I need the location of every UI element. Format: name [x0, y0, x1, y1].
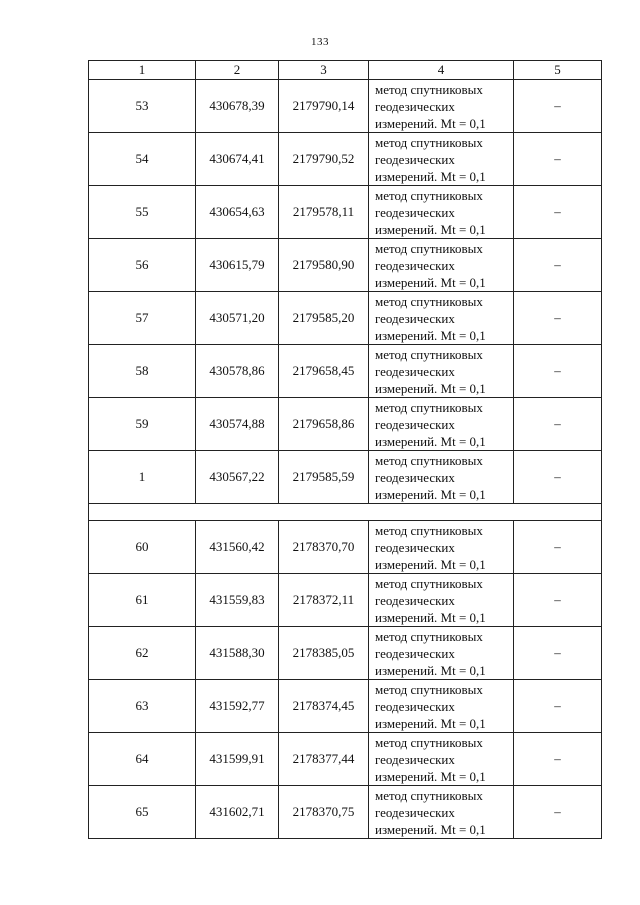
method-line: геодезических [375, 151, 455, 167]
point-number-cell: 1 [89, 451, 196, 504]
y-coordinate-cell: 2178370,70 [279, 521, 369, 574]
method-line: метод спутниковых [375, 787, 483, 803]
point-number-cell: 53 [89, 80, 196, 133]
method-line: метод спутниковых [375, 681, 483, 697]
y-coordinate-cell: 2179585,59 [279, 451, 369, 504]
method-line: метод спутниковых [375, 293, 483, 309]
y-coordinate-cell: 2179580,90 [279, 239, 369, 292]
y-coordinate-cell: 2179790,52 [279, 133, 369, 186]
table-row [89, 680, 602, 733]
note-cell: – [514, 133, 602, 186]
y-coordinate-cell: 2178385,05 [279, 627, 369, 680]
point-number-cell: 55 [89, 186, 196, 239]
note-cell: – [514, 451, 602, 504]
method-cell [369, 574, 514, 627]
header-cell: 3 [279, 61, 369, 80]
table-body [89, 80, 602, 839]
method-line: метод спутниковых [375, 628, 483, 644]
point-number-cell: 54 [89, 133, 196, 186]
spacer-cell [89, 504, 602, 521]
x-coordinate-cell: 431560,42 [196, 521, 279, 574]
method-line: измерений. Mt = 0,1 [375, 380, 486, 396]
point-number-cell: 61 [89, 574, 196, 627]
method-line: метод спутниковых [375, 575, 483, 591]
x-coordinate-cell: 431588,30 [196, 627, 279, 680]
method-line: измерений. Mt = 0,1 [375, 768, 486, 784]
note-cell: – [514, 345, 602, 398]
table-row [89, 398, 602, 451]
point-number-cell: 65 [89, 786, 196, 839]
method-line: геодезических [375, 257, 455, 273]
note-cell: – [514, 292, 602, 345]
x-coordinate-cell: 431559,83 [196, 574, 279, 627]
table-row [89, 786, 602, 839]
method-line: геодезических [375, 469, 455, 485]
method-line: геодезических [375, 310, 455, 326]
method-line: метод спутниковых [375, 134, 483, 150]
method-line: измерений. Mt = 0,1 [375, 115, 486, 131]
table-row [89, 345, 602, 398]
header-cell: 2 [196, 61, 279, 80]
table-row [89, 451, 602, 504]
method-line: геодезических [375, 804, 455, 820]
method-line: метод спутниковых [375, 522, 483, 538]
spacer-row [89, 504, 602, 521]
x-coordinate-cell: 430654,63 [196, 186, 279, 239]
method-line: геодезических [375, 592, 455, 608]
table-row [89, 186, 602, 239]
header-row [89, 61, 602, 80]
method-line: метод спутниковых [375, 346, 483, 362]
coordinates-table [88, 60, 602, 839]
method-line: геодезических [375, 363, 455, 379]
point-number-cell: 58 [89, 345, 196, 398]
point-number-cell: 64 [89, 733, 196, 786]
note-cell: – [514, 680, 602, 733]
method-cell [369, 680, 514, 733]
y-coordinate-cell: 2178372,11 [279, 574, 369, 627]
x-coordinate-cell: 430578,86 [196, 345, 279, 398]
method-line: метод спутниковых [375, 81, 483, 97]
method-cell [369, 627, 514, 680]
point-number-cell: 62 [89, 627, 196, 680]
method-line: метод спутниковых [375, 452, 483, 468]
y-coordinate-cell: 2179578,11 [279, 186, 369, 239]
method-cell [369, 186, 514, 239]
method-line: геодезических [375, 204, 455, 220]
x-coordinate-cell: 430674,41 [196, 133, 279, 186]
method-cell [369, 733, 514, 786]
method-line: геодезических [375, 539, 455, 555]
table-row [89, 239, 602, 292]
method-line: измерений. Mt = 0,1 [375, 221, 486, 237]
method-cell [369, 80, 514, 133]
method-line: измерений. Mt = 0,1 [375, 609, 486, 625]
note-cell: – [514, 786, 602, 839]
method-cell [369, 786, 514, 839]
point-number-cell: 57 [89, 292, 196, 345]
note-cell: – [514, 398, 602, 451]
y-coordinate-cell: 2179585,20 [279, 292, 369, 345]
method-cell [369, 239, 514, 292]
method-cell [369, 345, 514, 398]
method-line: измерений. Mt = 0,1 [375, 715, 486, 731]
x-coordinate-cell: 430567,22 [196, 451, 279, 504]
note-cell: – [514, 186, 602, 239]
note-cell: – [514, 627, 602, 680]
method-cell [369, 398, 514, 451]
y-coordinate-cell: 2179658,86 [279, 398, 369, 451]
method-line: метод спутниковых [375, 399, 483, 415]
x-coordinate-cell: 430574,88 [196, 398, 279, 451]
method-line: измерений. Mt = 0,1 [375, 556, 486, 572]
x-coordinate-cell: 430571,20 [196, 292, 279, 345]
method-line: метод спутниковых [375, 187, 483, 203]
point-number-cell: 63 [89, 680, 196, 733]
y-coordinate-cell: 2179658,45 [279, 345, 369, 398]
method-cell [369, 521, 514, 574]
method-line: измерений. Mt = 0,1 [375, 486, 486, 502]
note-cell: – [514, 239, 602, 292]
x-coordinate-cell: 431602,71 [196, 786, 279, 839]
method-line: измерений. Mt = 0,1 [375, 662, 486, 678]
y-coordinate-cell: 2178370,75 [279, 786, 369, 839]
header-cell: 4 [369, 61, 514, 80]
table-row [89, 733, 602, 786]
method-line: геодезических [375, 416, 455, 432]
y-coordinate-cell: 2178377,44 [279, 733, 369, 786]
page-number: 133 [311, 36, 329, 48]
point-number-cell: 60 [89, 521, 196, 574]
table-row [89, 627, 602, 680]
table-row [89, 574, 602, 627]
method-line: измерений. Mt = 0,1 [375, 433, 486, 449]
x-coordinate-cell: 431599,91 [196, 733, 279, 786]
table-row [89, 292, 602, 345]
table-row [89, 521, 602, 574]
method-cell [369, 133, 514, 186]
method-line: геодезических [375, 645, 455, 661]
x-coordinate-cell: 430678,39 [196, 80, 279, 133]
header-cell: 5 [514, 61, 602, 80]
table-row [89, 133, 602, 186]
method-line: измерений. Mt = 0,1 [375, 821, 486, 837]
note-cell: – [514, 733, 602, 786]
y-coordinate-cell: 2179790,14 [279, 80, 369, 133]
method-line: метод спутниковых [375, 734, 483, 750]
header-cell: 1 [89, 61, 196, 80]
method-line: измерений. Mt = 0,1 [375, 327, 486, 343]
x-coordinate-cell: 430615,79 [196, 239, 279, 292]
point-number-cell: 59 [89, 398, 196, 451]
method-line: геодезических [375, 98, 455, 114]
method-line: геодезических [375, 698, 455, 714]
method-line: геодезических [375, 751, 455, 767]
method-line: измерений. Mt = 0,1 [375, 274, 486, 290]
method-line: измерений. Mt = 0,1 [375, 168, 486, 184]
method-line: метод спутниковых [375, 240, 483, 256]
x-coordinate-cell: 431592,77 [196, 680, 279, 733]
y-coordinate-cell: 2178374,45 [279, 680, 369, 733]
note-cell: – [514, 521, 602, 574]
table-row [89, 80, 602, 133]
point-number-cell: 56 [89, 239, 196, 292]
note-cell: – [514, 574, 602, 627]
note-cell: – [514, 80, 602, 133]
method-cell [369, 451, 514, 504]
method-cell [369, 292, 514, 345]
